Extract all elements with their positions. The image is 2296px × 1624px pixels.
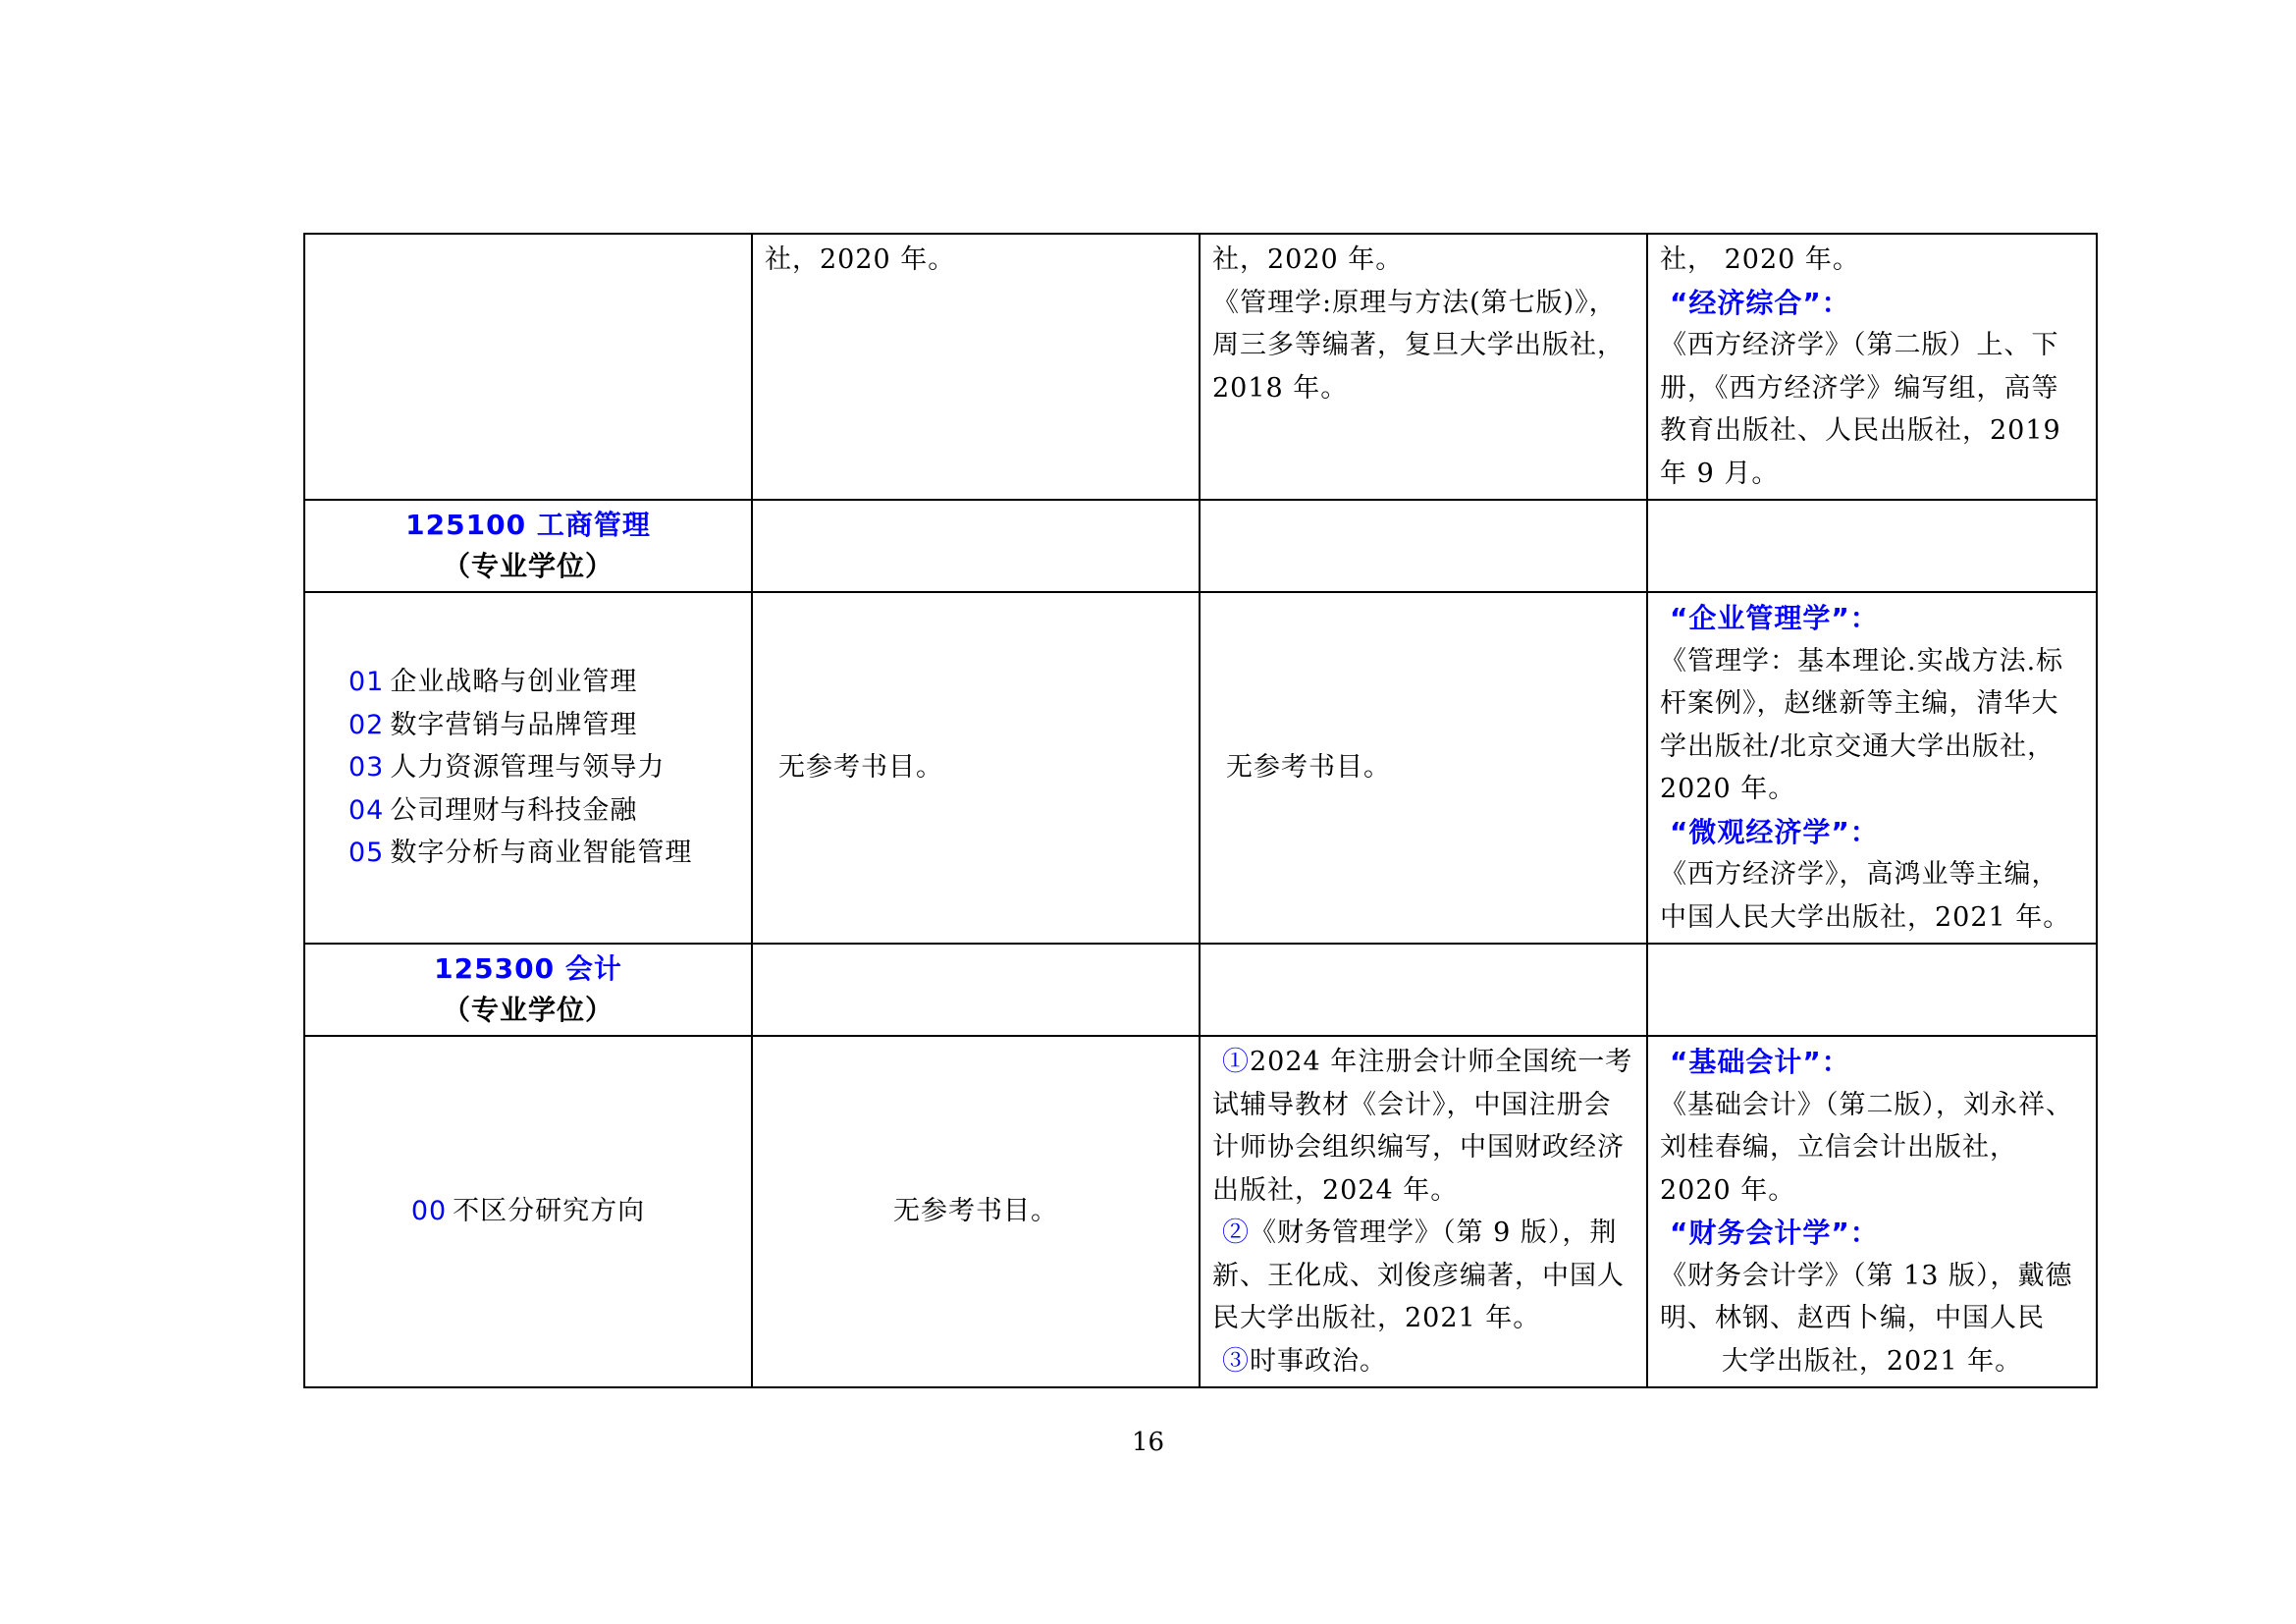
retest-book-cell [1647,592,2097,944]
direction-item: 03 人力资源管理与领导力 [348,752,666,784]
subject-heading: “基础会计”： [1670,1046,1850,1078]
cell-text: 无参考书目。 [1226,752,1391,784]
direction-list [317,661,739,875]
retest-book-cell [1647,1036,2097,1387]
direction-list-cell [304,592,752,944]
direction-cell [304,1036,752,1387]
cell-text: 大学出版社，2021 年。 [1721,1345,2023,1377]
exam-book-cell [1200,1036,1647,1387]
subject-heading: “经济综合”： [1670,286,1850,319]
book-item: ③时事政治。 [1222,1345,1387,1377]
direction-item: 02 数字营销与品牌管理 [348,709,638,740]
major-code: 125100 工商管理 [405,509,651,541]
cell-text: 《管理学:原理与方法(第七版)》，周三多等编著，复旦大学出版社，2018 年。 [1212,287,1625,404]
table-row [304,1036,2097,1387]
cell-text: 《基础会计》（第二版），刘永祥、刘桂春编，立信会计出版社，2020 年。 [1660,1089,2073,1206]
direction-item: 04 公司理财与科技金融 [348,794,638,826]
empty-cell [752,944,1200,1036]
direction-item: 00 不区分研究方向 [410,1196,646,1227]
exam-book-cell [752,592,1200,944]
reference-book-table [303,233,2098,1388]
cell-text: 无参考书目。 [893,1196,1058,1227]
empty-cell [752,500,1200,592]
cell-text: 《财务会计学》（第 13 版），戴德明、林钢、赵西卜编，中国人民 [1660,1260,2073,1333]
cell-text: 《西方经济学》，高鸿业等主编，中国人民大学出版社，2021 年。 [1660,859,2071,933]
subject-heading: “企业管理学”： [1670,602,1879,634]
table-row [304,234,2097,500]
cell-text: 《西方经济学》（第二版）上、下册，《西方经济学》编写组，高等教育出版社、人民出版社，2019 年 9 月。 [1660,330,2061,489]
exam-book-cell [1200,592,1647,944]
degree-type: （专业学位） [442,550,614,582]
major-cell [304,234,752,500]
empty-cell [1200,500,1647,592]
degree-type: （专业学位） [442,994,614,1026]
major-code: 125300 会计 [434,952,622,985]
cell-text: 社，2020 年。 [1212,244,1404,275]
direction-item: 01 企业战略与创业管理 [348,667,638,698]
empty-cell [1200,944,1647,1036]
direction-item: 05 数字分析与商业智能管理 [348,838,693,869]
table-row [304,500,2097,592]
table-row [304,944,2097,1036]
retest-book-cell [1647,234,2097,500]
cell-text: 社，2020 年。 [765,244,956,275]
major-cell [304,944,752,1036]
exam-book-cell [1200,234,1647,500]
empty-cell [1647,500,2097,592]
page-number: 16 [1131,1428,1165,1457]
cell-text: 社， 2020 年。 [1660,244,1860,275]
cell-text: 《管理学：基本理论.实战方法.标杆案例》，赵继新等主编，清华大学出版社/北京交通大学出版社，2020 年。 [1660,645,2064,804]
book-item: ②《财务管理学》（第 9 版），荆新、王化成、刘俊彦编著，中国人民大学出版社，2021 年。 [1212,1218,1625,1333]
exam-book-cell [752,234,1200,500]
table-row [304,592,2097,944]
empty-cell [1647,944,2097,1036]
major-cell [304,500,752,592]
subject-heading: “财务会计学”： [1670,1217,1879,1249]
cell-text: 无参考书目。 [778,752,943,784]
exam-book-cell [752,1036,1200,1387]
book-item: ①2024 年注册会计师全国统一考试辅导教材《会计》，中国注册会计师协会组织编写，中国财政经济出版社，2024 年。 [1212,1047,1633,1206]
subject-heading: “微观经济学”： [1670,815,1879,848]
